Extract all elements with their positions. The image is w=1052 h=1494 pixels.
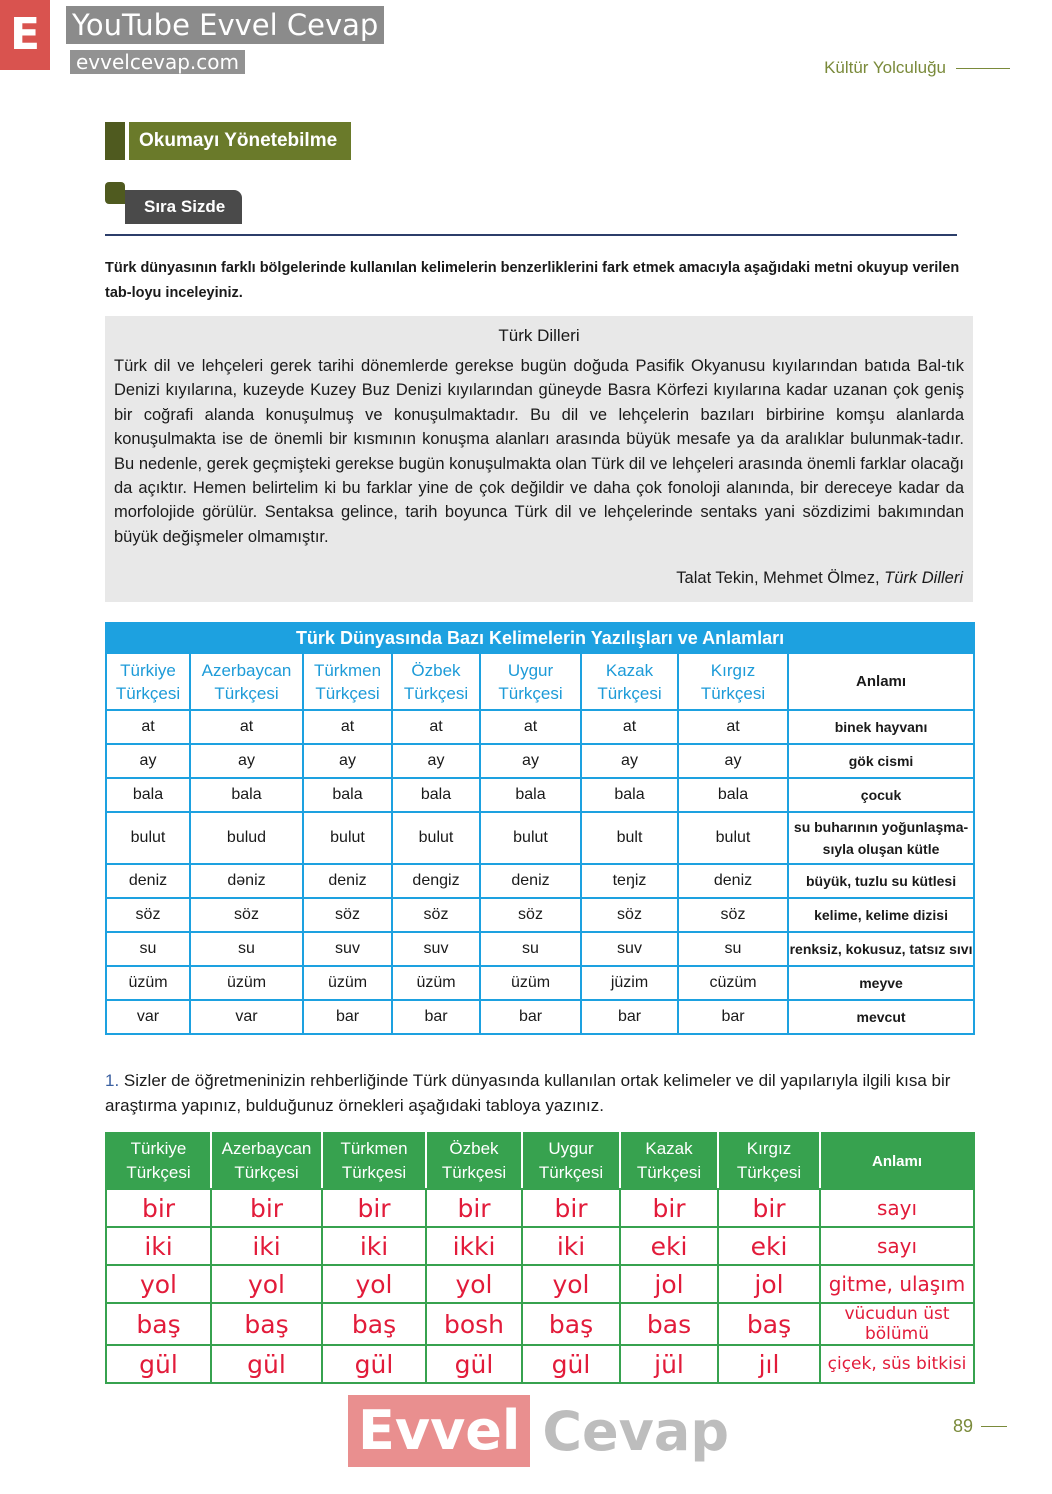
column-header (303, 653, 392, 710)
word-cell: suv (392, 932, 480, 966)
word-cell: üzüm (303, 966, 392, 1000)
answer-table-header-row (106, 1133, 974, 1189)
sira-sizde-text: Sıra Sizde (125, 190, 242, 224)
word-cell: bala (581, 778, 678, 812)
word-cell: bir (211, 1189, 322, 1227)
word-cell: jol (718, 1265, 820, 1303)
column-header (522, 1133, 620, 1189)
column-header-line: Türkçesi (498, 683, 563, 703)
word-cell: bar (480, 1000, 581, 1034)
word-cell: ay (678, 744, 788, 778)
word-cell: baş (522, 1303, 620, 1345)
column-header-line: Türkçesi (234, 1163, 299, 1182)
meaning-header: Anlamı (788, 653, 974, 710)
meaning-cell: vücudun üst bölümü (820, 1303, 974, 1345)
column-header-line: Türkçesi (700, 683, 766, 703)
word-cell: bir (522, 1189, 620, 1227)
word-cell: ay (392, 744, 480, 778)
table-row (106, 744, 974, 778)
question-1 (105, 1068, 965, 1118)
section-title (105, 122, 351, 160)
word-cell: bir (106, 1189, 211, 1227)
column-header (322, 1133, 426, 1189)
word-cell: bir (620, 1189, 718, 1227)
column-header-line: Türkiye (130, 1139, 187, 1158)
watermark-bottom-evvel: Evvel (348, 1395, 530, 1467)
word-cell: gül (522, 1345, 620, 1383)
word-cell: baş (718, 1303, 820, 1345)
column-header-line: Türkçesi (736, 1163, 802, 1182)
word-cell: ay (106, 744, 190, 778)
answer-row (106, 1345, 974, 1383)
intro-instruction: Türk dünyasının farklı bölgelerinde kullanılan kelimelerin benzerliklerini fark etmek amacıyla aşağıdaki metni okuyup verilen tab-loyu inceleyiniz. (105, 260, 960, 301)
column-header (718, 1133, 820, 1189)
chapter-header (824, 58, 1010, 78)
word-cell: gül (211, 1345, 322, 1383)
word-cell: bulut (303, 812, 392, 864)
column-header-line: Türkçesi (126, 1163, 191, 1182)
column-header-line: Türkçesi (403, 683, 469, 703)
word-cell: bar (678, 1000, 788, 1034)
word-cell: bar (303, 1000, 392, 1034)
word-cell: su (678, 932, 788, 966)
answer-row (106, 1303, 974, 1345)
word-cell: su (480, 932, 581, 966)
answer-row (106, 1265, 974, 1303)
table-row (106, 966, 974, 1000)
word-cell: bala (678, 778, 788, 812)
word-cell: söz (106, 898, 190, 932)
word-cell: ikki (426, 1227, 522, 1265)
reading-source (676, 569, 963, 588)
column-header-line: Türkçesi (538, 1163, 604, 1182)
word-cell: jüzim (581, 966, 678, 1000)
word-cell: bala (392, 778, 480, 812)
word-cell: iki (322, 1227, 426, 1265)
word-cell: deniz (480, 864, 581, 898)
word-cell: üzüm (190, 966, 303, 1000)
column-header (620, 1133, 718, 1189)
word-cell: jül (620, 1345, 718, 1383)
table-row (106, 864, 974, 898)
column-header (190, 653, 303, 710)
column-header-line: Özbek (449, 1139, 499, 1158)
word-cell: gül (322, 1345, 426, 1383)
table-row (106, 778, 974, 812)
meaning-cell: meyve (788, 966, 974, 1000)
column-header-line: Kazak (645, 1139, 693, 1158)
question-number: 1. (105, 1071, 120, 1090)
column-header (106, 653, 190, 710)
column-header-line: Türkçesi (315, 683, 380, 703)
word-cell: bult (581, 812, 678, 864)
table-row (106, 898, 974, 932)
word-cell: at (106, 710, 190, 744)
reading-body: Türk dil ve lehçeleri gerek tarihi dönemlerde gerekse bugün doğuda Pasifik Okyanusu kıyılarından batıda Bal-tık Denizi kıyılarına, kuzeyde Kuzey Buz Denizi kıyılarından güneyde Basra Körfezi kıyılarına kadar uzanan çok geniş bir coğrafi alanda konuşulmuş ve konuşulmaktadır. Bu dil ve lehçelerin bazıları birbirine komşu alanlarda konuşulmakta ise de önemli bir kısmının konuşma alanları arasında büyük mesafe ya da aralıklar bulunmak-tadır. Bu nedenle, gerek geçmişteki gerekse bugün konuşulmakta olan Türk dil ve lehçeleri arasında önemli farklar olacağı da açıktır. Hemen belirtelim ki bu farklar yine de çok değildir ve daha çok fonoloji alanında, bir dereceye kadar da morfolojide görülür. Sentaksa gelince, tarih boyunca Türk dil ve lehçelerinde sentaks yani sözdizimi bakımından büyük değişmeler olmamıştır. (114, 357, 964, 546)
meaning-cell: gök cismi (788, 744, 974, 778)
word-cell: bala (106, 778, 190, 812)
answer-row (106, 1227, 974, 1265)
column-header-line: Türkmen (340, 1139, 408, 1158)
section-divider (105, 234, 957, 236)
word-cell: gül (426, 1345, 522, 1383)
word-cell: bar (581, 1000, 678, 1034)
column-header-line: Kırgız (710, 660, 756, 680)
word-cell: yol (426, 1265, 522, 1303)
word-cell: üzüm (106, 966, 190, 1000)
watermark-bottom (348, 1395, 729, 1467)
column-header-line: Özbek (411, 660, 461, 680)
word-cell: söz (392, 898, 480, 932)
section-title-marker (105, 122, 125, 160)
word-cell: ay (480, 744, 581, 778)
word-cell: bar (392, 1000, 480, 1034)
word-cell: bir (322, 1189, 426, 1227)
word-cell: söz (480, 898, 581, 932)
word-cell: söz (678, 898, 788, 932)
reading-title: Türk Dilleri (498, 326, 580, 345)
word-cell: bulud (190, 812, 303, 864)
column-header-line: Kırgız (746, 1139, 792, 1158)
column-header-line: Türkmen (313, 660, 382, 680)
column-header-line: Azerbaycan (201, 660, 292, 680)
word-cell: bir (718, 1189, 820, 1227)
column-header-line: Azerbaycan (221, 1139, 312, 1158)
answer-row (106, 1189, 974, 1227)
column-header-line: Kazak (605, 660, 654, 680)
word-cell: ay (190, 744, 303, 778)
word-cell: yol (106, 1265, 211, 1303)
word-cell: dəniz (190, 864, 303, 898)
table-row (106, 932, 974, 966)
column-header-line: Türkçesi (636, 1163, 702, 1182)
meaning-cell: binek hayvanı (788, 710, 974, 744)
word-cell: var (106, 1000, 190, 1034)
word-cell: üzüm (480, 966, 581, 1000)
word-cell: jol (620, 1265, 718, 1303)
meaning-cell: renksiz, kokusuz, tatsız sıvı (788, 932, 974, 966)
word-cell: baş (322, 1303, 426, 1345)
watermark-title: YouTube Evvel Cevap (66, 6, 384, 44)
watermark-url: evvelcevap.com (70, 50, 245, 74)
column-header (211, 1133, 322, 1189)
word-cell: bas (620, 1303, 718, 1345)
word-cell: bala (190, 778, 303, 812)
word-cell: yol (211, 1265, 322, 1303)
word-cell: su (106, 932, 190, 966)
word-cell: bir (426, 1189, 522, 1227)
word-cell: bulut (480, 812, 581, 864)
word-cell: yol (522, 1265, 620, 1303)
word-cell: ay (303, 744, 392, 778)
column-header-line: Türkçesi (441, 1163, 507, 1182)
reading-source-book: Türk Dilleri (884, 569, 963, 587)
word-cell: baş (211, 1303, 322, 1345)
column-header-line: Türkçesi (214, 683, 279, 703)
meaning-header: Anlamı (820, 1133, 974, 1189)
meaning-cell: çiçek, süs bitkisi (820, 1345, 974, 1383)
sira-sizde-marker (105, 182, 125, 204)
word-cell: var (190, 1000, 303, 1034)
word-cell: suv (303, 932, 392, 966)
word-cell: bala (303, 778, 392, 812)
word-cell: iki (106, 1227, 211, 1265)
table-row (106, 710, 974, 744)
word-cell: at (678, 710, 788, 744)
meaning-cell: kelime, kelime dizisi (788, 898, 974, 932)
table-header-row (106, 653, 974, 710)
meaning-cell: büyük, tuzlu su kütlesi (788, 864, 974, 898)
page-number-rule (981, 1426, 1007, 1427)
column-header-line: Türkçesi (597, 683, 662, 703)
word-cell: bosh (426, 1303, 522, 1345)
answer-table (105, 1132, 975, 1384)
column-header-line: Uygur (507, 660, 554, 680)
word-cell: deniz (303, 864, 392, 898)
page-number-text: 89 (953, 1416, 974, 1436)
column-header-line: Türkiye (120, 660, 176, 680)
word-cell: jıl (718, 1345, 820, 1383)
column-header (106, 1133, 211, 1189)
watermark-logo: E (0, 0, 50, 70)
word-cell: cüzüm (678, 966, 788, 1000)
word-cell: bulut (392, 812, 480, 864)
word-cell: at (392, 710, 480, 744)
word-cell: ay (581, 744, 678, 778)
column-header (392, 653, 480, 710)
word-cell: üzüm (392, 966, 480, 1000)
meaning-cell: su buharının yoğunlaşma-sıyla oluşan kütle (788, 812, 974, 864)
column-header (480, 653, 581, 710)
word-cell: teŋiz (581, 864, 678, 898)
section-title-text: Okumayı Yönetebilme (129, 122, 351, 160)
word-comparison-table (105, 622, 975, 1035)
word-cell: at (480, 710, 581, 744)
word-cell: iki (211, 1227, 322, 1265)
table-caption: Türk Dünyasında Bazı Kelimelerin Yazılışları ve Anlamları (106, 623, 974, 653)
word-cell: bulut (678, 812, 788, 864)
word-cell: deniz (106, 864, 190, 898)
column-header (678, 653, 788, 710)
reading-passage (105, 316, 973, 602)
meaning-cell: sayı (820, 1189, 974, 1227)
column-header (426, 1133, 522, 1189)
column-header (581, 653, 678, 710)
word-cell: yol (322, 1265, 426, 1303)
word-cell: iki (522, 1227, 620, 1265)
watermark-bottom-cevap: Cevap (542, 1399, 729, 1463)
meaning-cell: sayı (820, 1227, 974, 1265)
word-cell: eki (718, 1227, 820, 1265)
word-cell: at (303, 710, 392, 744)
word-cell: söz (303, 898, 392, 932)
word-cell: dengiz (392, 864, 480, 898)
column-header-line: Uygur (548, 1139, 594, 1158)
word-cell: eki (620, 1227, 718, 1265)
question-text: Sizler de öğretmeninizin rehberliğinde Türk dünyasında kullanılan ortak kelimeler ve dil yapılarıyla ilgili kısa bir araştırma yapınız, bulduğunuz örnekleri aşağıdaki tabloya yazınız. (105, 1071, 951, 1115)
page-number (953, 1416, 1007, 1437)
column-header-line: Türkçesi (341, 1163, 407, 1182)
table-row (106, 1000, 974, 1034)
meaning-cell: mevcut (788, 1000, 974, 1034)
meaning-cell: çocuk (788, 778, 974, 812)
word-cell: suv (581, 932, 678, 966)
chapter-title: Kültür Yolculuğu (824, 58, 946, 77)
meaning-cell: gitme, ulaşım (820, 1265, 974, 1303)
word-cell: söz (190, 898, 303, 932)
column-header-line: Türkçesi (115, 683, 181, 703)
word-cell: bala (480, 778, 581, 812)
word-cell: bulut (106, 812, 190, 864)
table-row (106, 812, 974, 864)
word-cell: at (581, 710, 678, 744)
word-cell: söz (581, 898, 678, 932)
word-cell: baş (106, 1303, 211, 1345)
word-cell: at (190, 710, 303, 744)
reading-source-authors: Talat Tekin, Mehmet Ölmez, (676, 569, 885, 587)
word-cell: su (190, 932, 303, 966)
chapter-rule (956, 68, 1010, 69)
word-cell: deniz (678, 864, 788, 898)
word-cell: gül (106, 1345, 211, 1383)
